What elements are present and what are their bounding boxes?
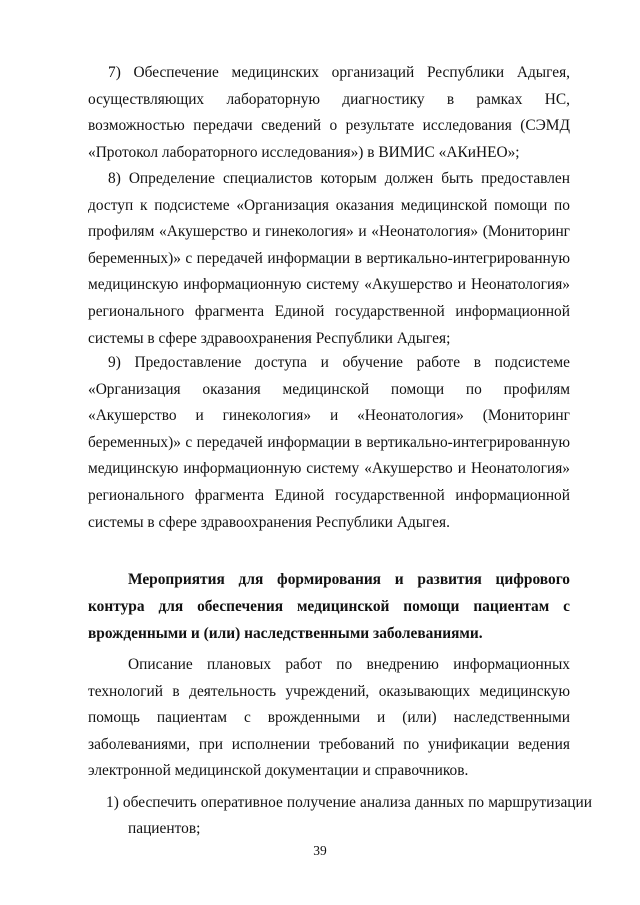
paragraph-item-8: 8) Определение специалистов которым должен быть предоставлен доступ к подсистеме «Организация оказания медицинской помощи по профилям «Акушерство и гинекология» и «Неонатология» (Мониторинг беременных)» с передачей информации в вертикально-интегрированную медицинскую информационную систему «Акушерство и Неонатология» регионального фрагмента Единой государственной информационной системы в сфере здравоохранения Республики Адыгея; — [88, 170, 570, 347]
paragraph-item-7: 7) Обеспечение медицинских организаций Республики Адыгея, осуществляющих лабораторную диагностику в рамках НС, возможностью передачи сведений о результате исследования (СЭМД «Протокол лабораторного исследования») в ВИМИС «АКиНЕО»; — [88, 64, 570, 161]
section-heading: Мероприятия для формирования и развития цифрового контура для обеспечения медицинской помощи пациентам с врожденными и (или) наследственными заболеваниями. — [88, 571, 570, 642]
paragraph-item-9: 9) Предоставление доступа и обучение работе в подсистеме «Организация оказания медицинской помощи по профилям «Акушерство и гинекология» и «Неонатология» (Мониторинг беременных)» с передачей информации в вертикально-интегрированную медицинскую информационную систему «Акушерство и Неонатология» регионального фрагмента Единой государственной информационной системы в сфере здравоохранения Республики Адыгея. — [88, 354, 570, 531]
section-description: Описание плановых работ по внедрению информационных технологий в деятельность учреждений, оказывающих медицинскую помощь пациентам с врожденными и (или) наследственными заболеваниями, при исполнении требований по унификации ведения электронной медицинской документации и справочников. — [88, 656, 570, 780]
page-number: 39 — [313, 843, 327, 858]
list-item-1: 1) обеспечить оперативное получение анализа данных по маршрутизации пациентов; — [106, 794, 592, 837]
